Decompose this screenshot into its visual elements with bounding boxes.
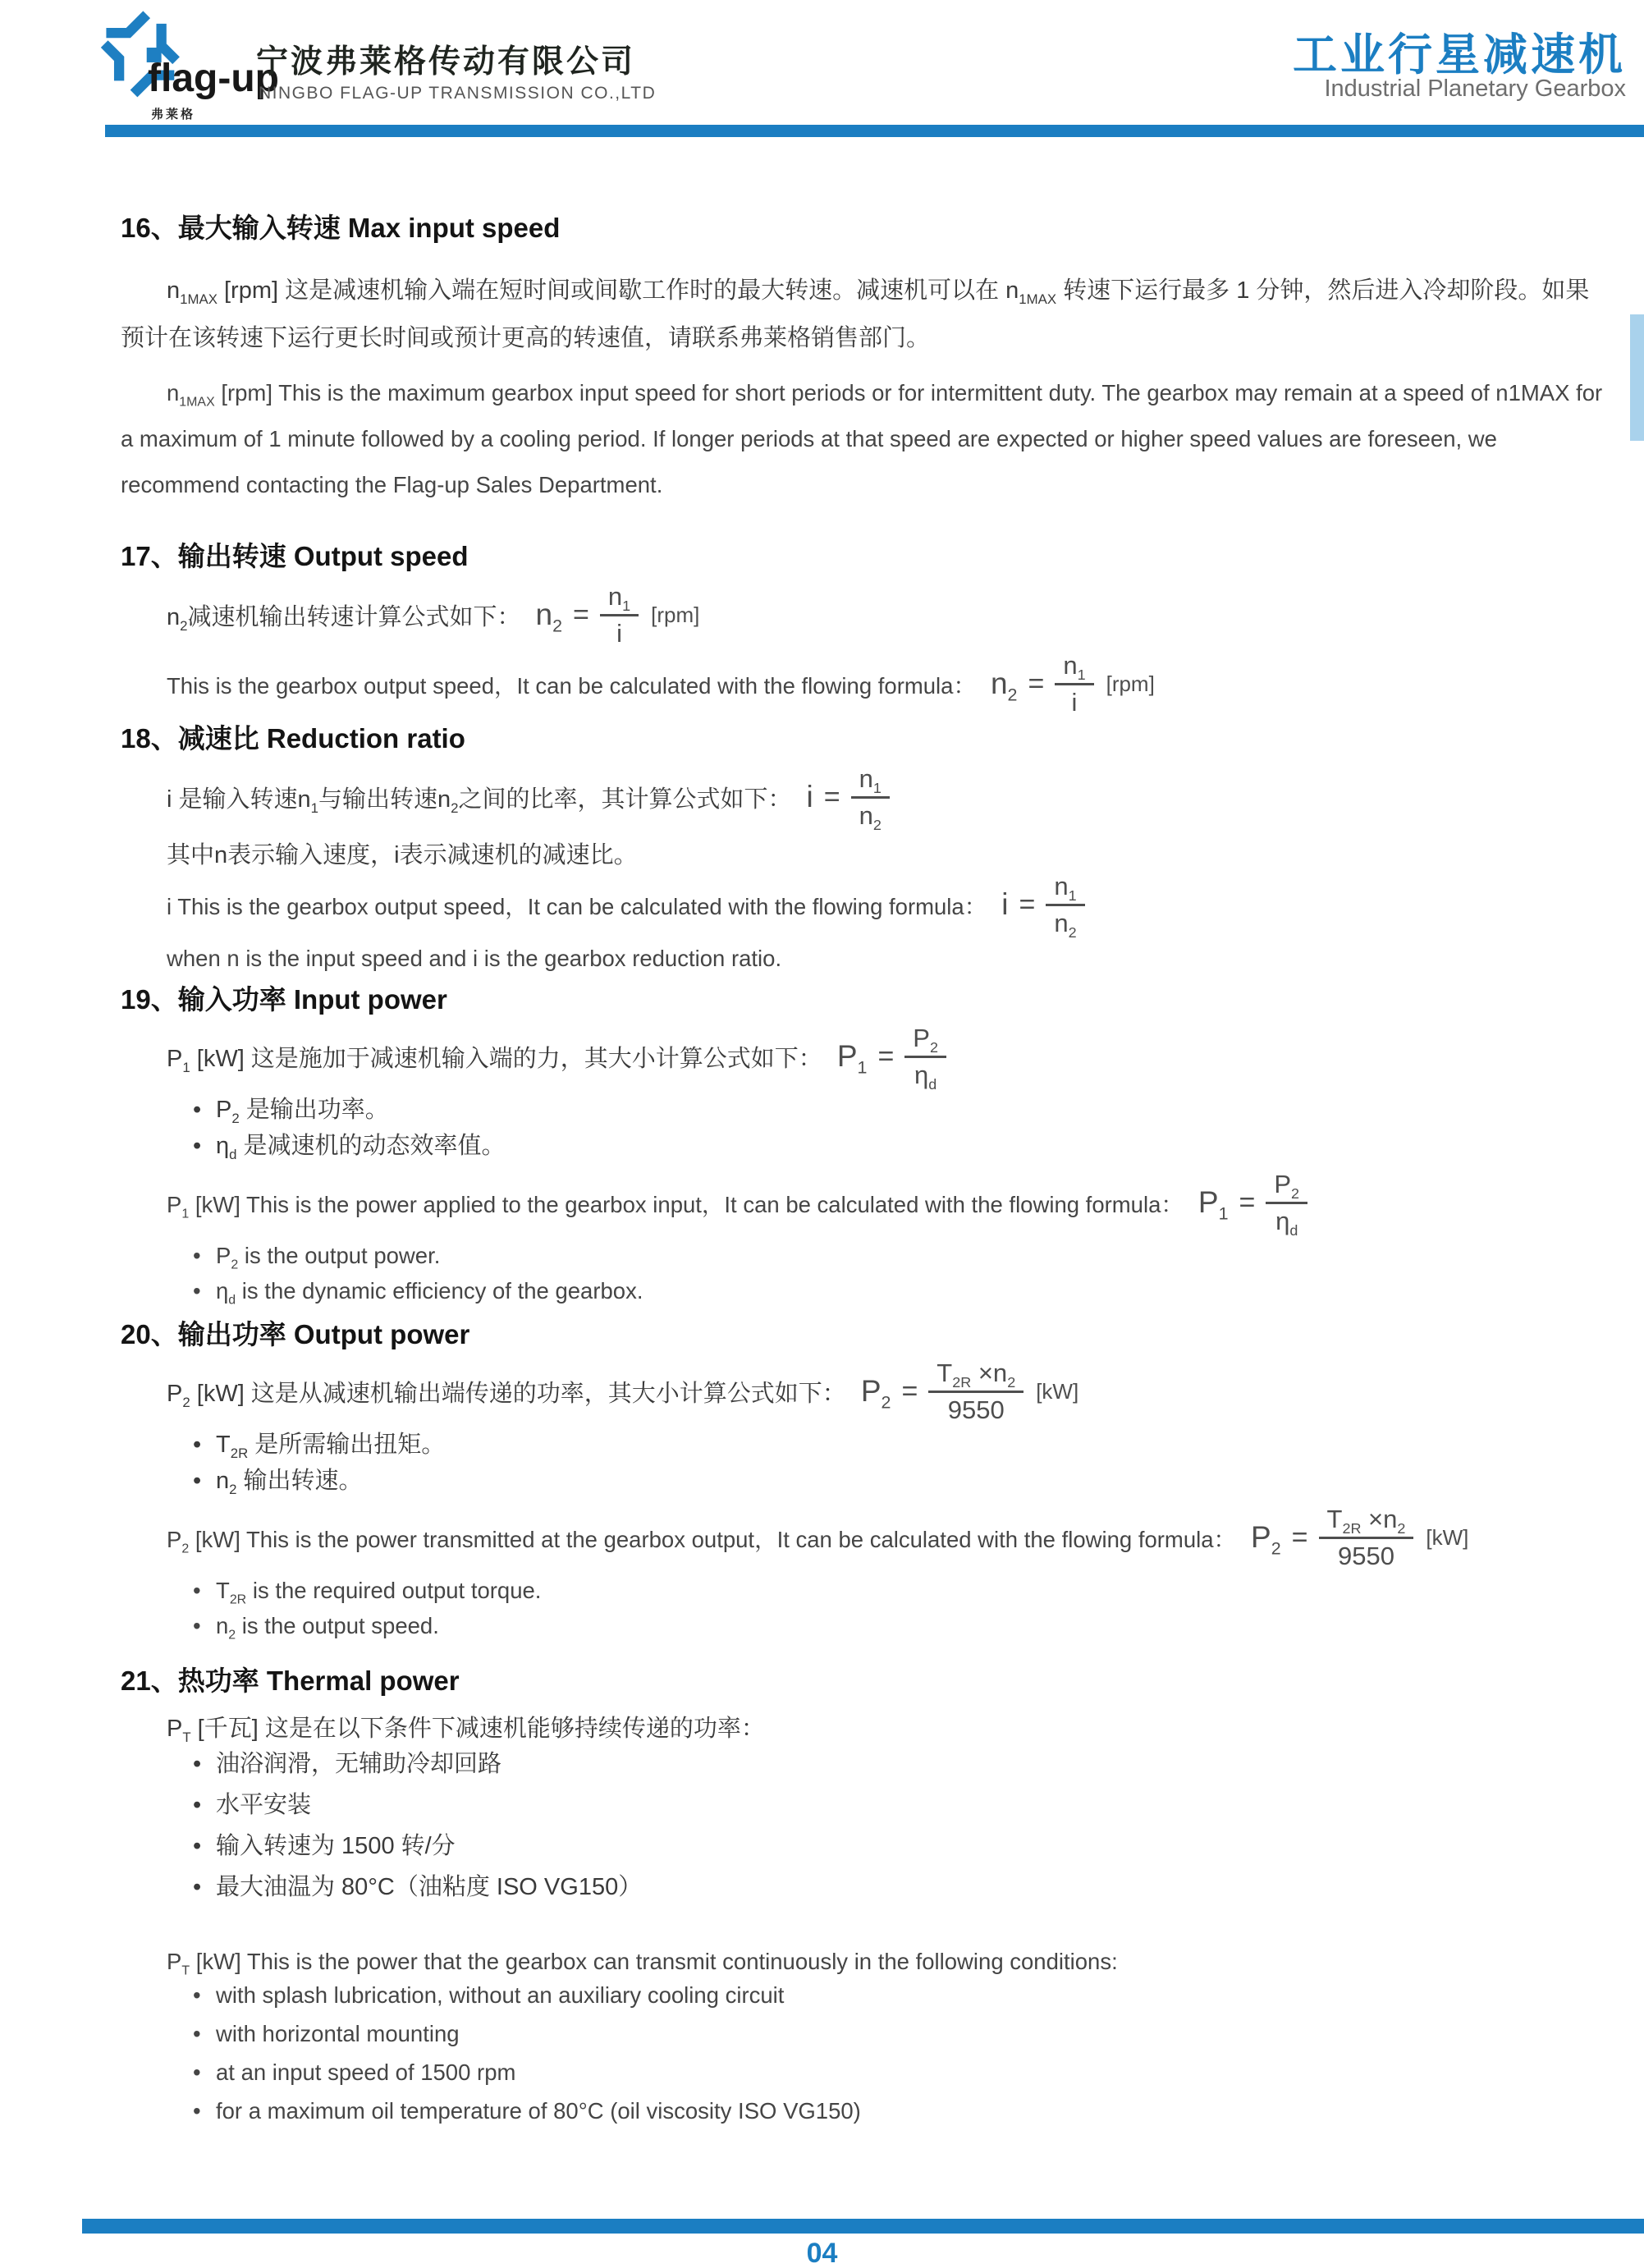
formula-lead-cn: i 是输入转速$n_1$与输出转速$n_2$之间的比率，其计算公式如下： (167, 786, 792, 816)
list-item: • $P_2$ is the output power. (193, 1242, 1607, 1269)
list-item: • with splash lubrication, without an auxiliary cooling circuit (193, 1982, 1607, 2009)
formula-lead-cn: $n_2$减速机输出转速计算公式如下： (167, 603, 521, 634)
formula-lhs: $P_1$ (836, 1039, 868, 1078)
formula-fraction (928, 1359, 1023, 1424)
list-item: • $n_2$ is the output speed. (193, 1612, 1607, 1639)
section-19-formula-row-en (167, 1168, 1607, 1237)
formula-unit: [rpm] (651, 602, 700, 627)
header-divider (105, 125, 1644, 137)
output-power-formula (1251, 1505, 1468, 1570)
formula-denominator: $\eta_d$ (1275, 1206, 1298, 1239)
formula-equals: = (1239, 1186, 1256, 1218)
formula-unit: [rpm] (1106, 671, 1155, 696)
formula-fraction (1266, 1169, 1307, 1239)
company-name-cn: 宁波弗莱格传动有限公司 (256, 44, 636, 80)
formula-fraction (1046, 871, 1084, 941)
list-item: • $P_2$ 是输出功率。 (193, 1096, 1607, 1124)
formula-lead-en: i This is the gearbox output speed，It can be calculated with the flowing formula： (167, 894, 987, 919)
formula-denominator: 9550 (947, 1395, 1005, 1424)
formula-fraction (851, 763, 890, 833)
section-18-heading: 18、减速比 Reduction ratio (121, 723, 465, 754)
list-item: • $T_{2R}$ 是所需输出扭矩。 (193, 1431, 1607, 1459)
formula-denominator: i (616, 618, 622, 648)
section-17-formula-row-en (167, 649, 1607, 718)
formula-numerator: $n_1$ (1055, 651, 1093, 685)
formula-lhs: i (1001, 887, 1009, 921)
section-20-formula-row-cn (167, 1357, 1607, 1426)
formula-unit: [kW] (1036, 1378, 1079, 1404)
formula-lhs: i (806, 780, 813, 813)
formula-denominator: $n_2$ (1054, 908, 1077, 941)
section-21-intro-cn: $P_T$ [千瓦] 这是在以下条件下减速机能够持续传递的功率： (167, 1716, 765, 1745)
list-item: • with horizontal mounting (193, 2020, 1607, 2047)
formula-numerator: $T_{2R} \times n_2$ (1319, 1505, 1414, 1539)
output-speed-formula (991, 651, 1155, 717)
section-20-heading: 20、输出功率 Output power (121, 1319, 470, 1349)
section-20-formula-row-en (167, 1503, 1607, 1572)
section-18-reduction-ratio (121, 717, 1607, 972)
formula-lhs: $n_2$ (990, 667, 1018, 705)
section-21-intro-en: $P_T$ [kW] This is the power that the gearbox can transmit continuously in the following conditions: (167, 1949, 1118, 1978)
section-17-heading: 17、输出转速 Output speed (121, 541, 469, 571)
formula-equals: = (901, 1375, 918, 1407)
section-19-heading: 19、输入功率 Input power (121, 984, 447, 1015)
formula-lead-cn: $P_1$ [kW] 这是施加于减速机输入端的力，其大小计算公式如下： (167, 1045, 822, 1075)
page-number: 04 (806, 2238, 838, 2268)
formula-equals: = (1019, 888, 1036, 920)
list-item: • 水平安装 (193, 1791, 1607, 1819)
list-item: • for a maximum oil temperature of 80°C (oil viscosity ISO VG150) (193, 2097, 1607, 2124)
section-16-paragraph-cn: $n_{1MAX}$ [rpm] 这是减速机输入端在短时间或间歇工作时的最大转速。减速机可以在 $n_{1MAX}$ 转速下运行最多 1 分钟，然后进入冷却阶段。如果预计在该转速下运行更长时间或预计更高的转速值，请联系弗莱格销售部门。 (121, 277, 1590, 351)
formula-lhs: $P_1$ (1198, 1185, 1229, 1224)
input-power-formula (836, 1023, 946, 1093)
formula-lhs: $n_2$ (535, 598, 563, 636)
list-item: • at an input speed of 1500 rpm (193, 2059, 1607, 2086)
formula-numerator: $n_1$ (600, 582, 639, 616)
right-edge-tab (1630, 314, 1644, 441)
list-item: • 油浴润滑，无辅助冷却回路 (193, 1750, 1607, 1778)
section-18-note-en: when n is the input speed and i is the gearbox reduction ratio. (167, 946, 782, 971)
company-name-en: NINGBO FLAG-UP TRANSMISSION CO.,LTD (259, 84, 657, 103)
section-17-output-speed (121, 535, 1607, 718)
formula-lead-en: $P_2$ [kW] This is the power transmitted at the gearbox output，It can be calculated with the flowing formula： (167, 1527, 1237, 1556)
section-19-formula-row-cn (167, 1022, 1607, 1091)
output-power-formula (861, 1359, 1078, 1424)
formula-equals: = (877, 1040, 895, 1072)
section-21-thermal-power (121, 1660, 1607, 2136)
section-16-max-input-speed (121, 207, 1607, 508)
formula-equals: = (1291, 1521, 1308, 1553)
section-21-bullets-cn (121, 1750, 1607, 1901)
formula-denominator: $\eta_d$ (914, 1060, 937, 1093)
formula-numerator: $P_2$ (904, 1024, 946, 1058)
section-19-bullets-en (121, 1242, 1607, 1308)
list-item: • 输入转速为 1500 转/分 (193, 1832, 1607, 1860)
formula-numerator: $n_1$ (851, 764, 890, 799)
formula-denominator: $n_2$ (859, 800, 882, 833)
section-16-paragraph-en: $n_{1MAX}$ [rpm] This is the maximum gearbox input speed for short periods or for intermittent duty. The gearbox may remain at a speed of n1MAX for a maximum of 1 minute followed by a cooling period. If longer periods at that speed are expected or higher speed values are foreseen, we recommend contacting the Flag-up Sales Department. (121, 380, 1603, 497)
formula-fraction (904, 1023, 946, 1093)
section-18-formula-row-en (167, 870, 1607, 939)
brand-name-cn: 弗莱格 (151, 108, 196, 121)
formula-unit: [kW] (1426, 1524, 1469, 1550)
formula-numerator: $P_2$ (1266, 1170, 1307, 1204)
formula-numerator: $T_{2R} \times n_2$ (928, 1359, 1023, 1393)
section-21-bullets-en (121, 1982, 1607, 2124)
formula-lead-en: This is the gearbox output speed，It can be calculated with the flowing formula： (167, 673, 976, 699)
list-item: • $\eta_d$ 是减速机的动态效率值。 (193, 1132, 1607, 1160)
list-item: • $\eta_d$ is the dynamic efficiency of the gearbox. (193, 1277, 1607, 1304)
formula-denominator: i (1071, 687, 1078, 717)
formula-lead-en: $P_1$ [kW] This is the power applied to the gearbox input，It can be calculated with the flowing formula： (167, 1192, 1184, 1221)
formula-numerator: $n_1$ (1046, 872, 1084, 906)
section-20-bullets-en (121, 1577, 1607, 1643)
formula-equals: = (823, 781, 840, 813)
formula-lead-cn: $P_2$ [kW] 这是从减速机输出端传递的功率，其大小计算公式如下： (167, 1380, 846, 1410)
brand-name: flag-up (148, 57, 279, 100)
list-item: • 最大油温为 80°C（油粘度 ISO VG150） (193, 1873, 1607, 1901)
formula-equals: = (1028, 667, 1045, 699)
footer-divider (82, 2219, 1644, 2234)
list-item: • $n_2$ 输出转速。 (193, 1467, 1607, 1495)
formula-fraction (1319, 1505, 1414, 1570)
product-title-cn: 工业行星减速机 (1293, 30, 1626, 80)
reduction-ratio-formula (1001, 871, 1084, 941)
section-21-heading: 21、热功率 Thermal power (121, 1665, 460, 1696)
formula-lhs: $P_2$ (860, 1374, 891, 1413)
section-18-formula-row-cn (167, 763, 1607, 832)
formula-equals: = (573, 598, 589, 630)
section-19-bullets-cn (121, 1096, 1607, 1160)
section-16-heading: 16、最大输入转速 Max input speed (121, 213, 561, 243)
list-item: • $T_{2R}$ is the required output torque. (193, 1577, 1607, 1604)
reduction-ratio-formula (806, 763, 890, 833)
section-18-note-cn: 其中n表示输入速度，i表示减速机的减速比。 (167, 842, 638, 868)
product-title-en: Industrial Planetary Gearbox (1324, 76, 1626, 102)
input-power-formula (1198, 1169, 1307, 1239)
section-19-input-power (121, 978, 1607, 1313)
section-17-formula-row-cn (167, 580, 1607, 649)
formula-fraction (1055, 651, 1093, 717)
formula-denominator: 9550 (1337, 1541, 1394, 1570)
formula-fraction (600, 582, 639, 648)
section-20-bullets-cn (121, 1431, 1607, 1495)
formula-lhs: $P_2$ (1251, 1520, 1281, 1559)
section-20-output-power (121, 1313, 1607, 1647)
output-speed-formula (536, 582, 700, 648)
